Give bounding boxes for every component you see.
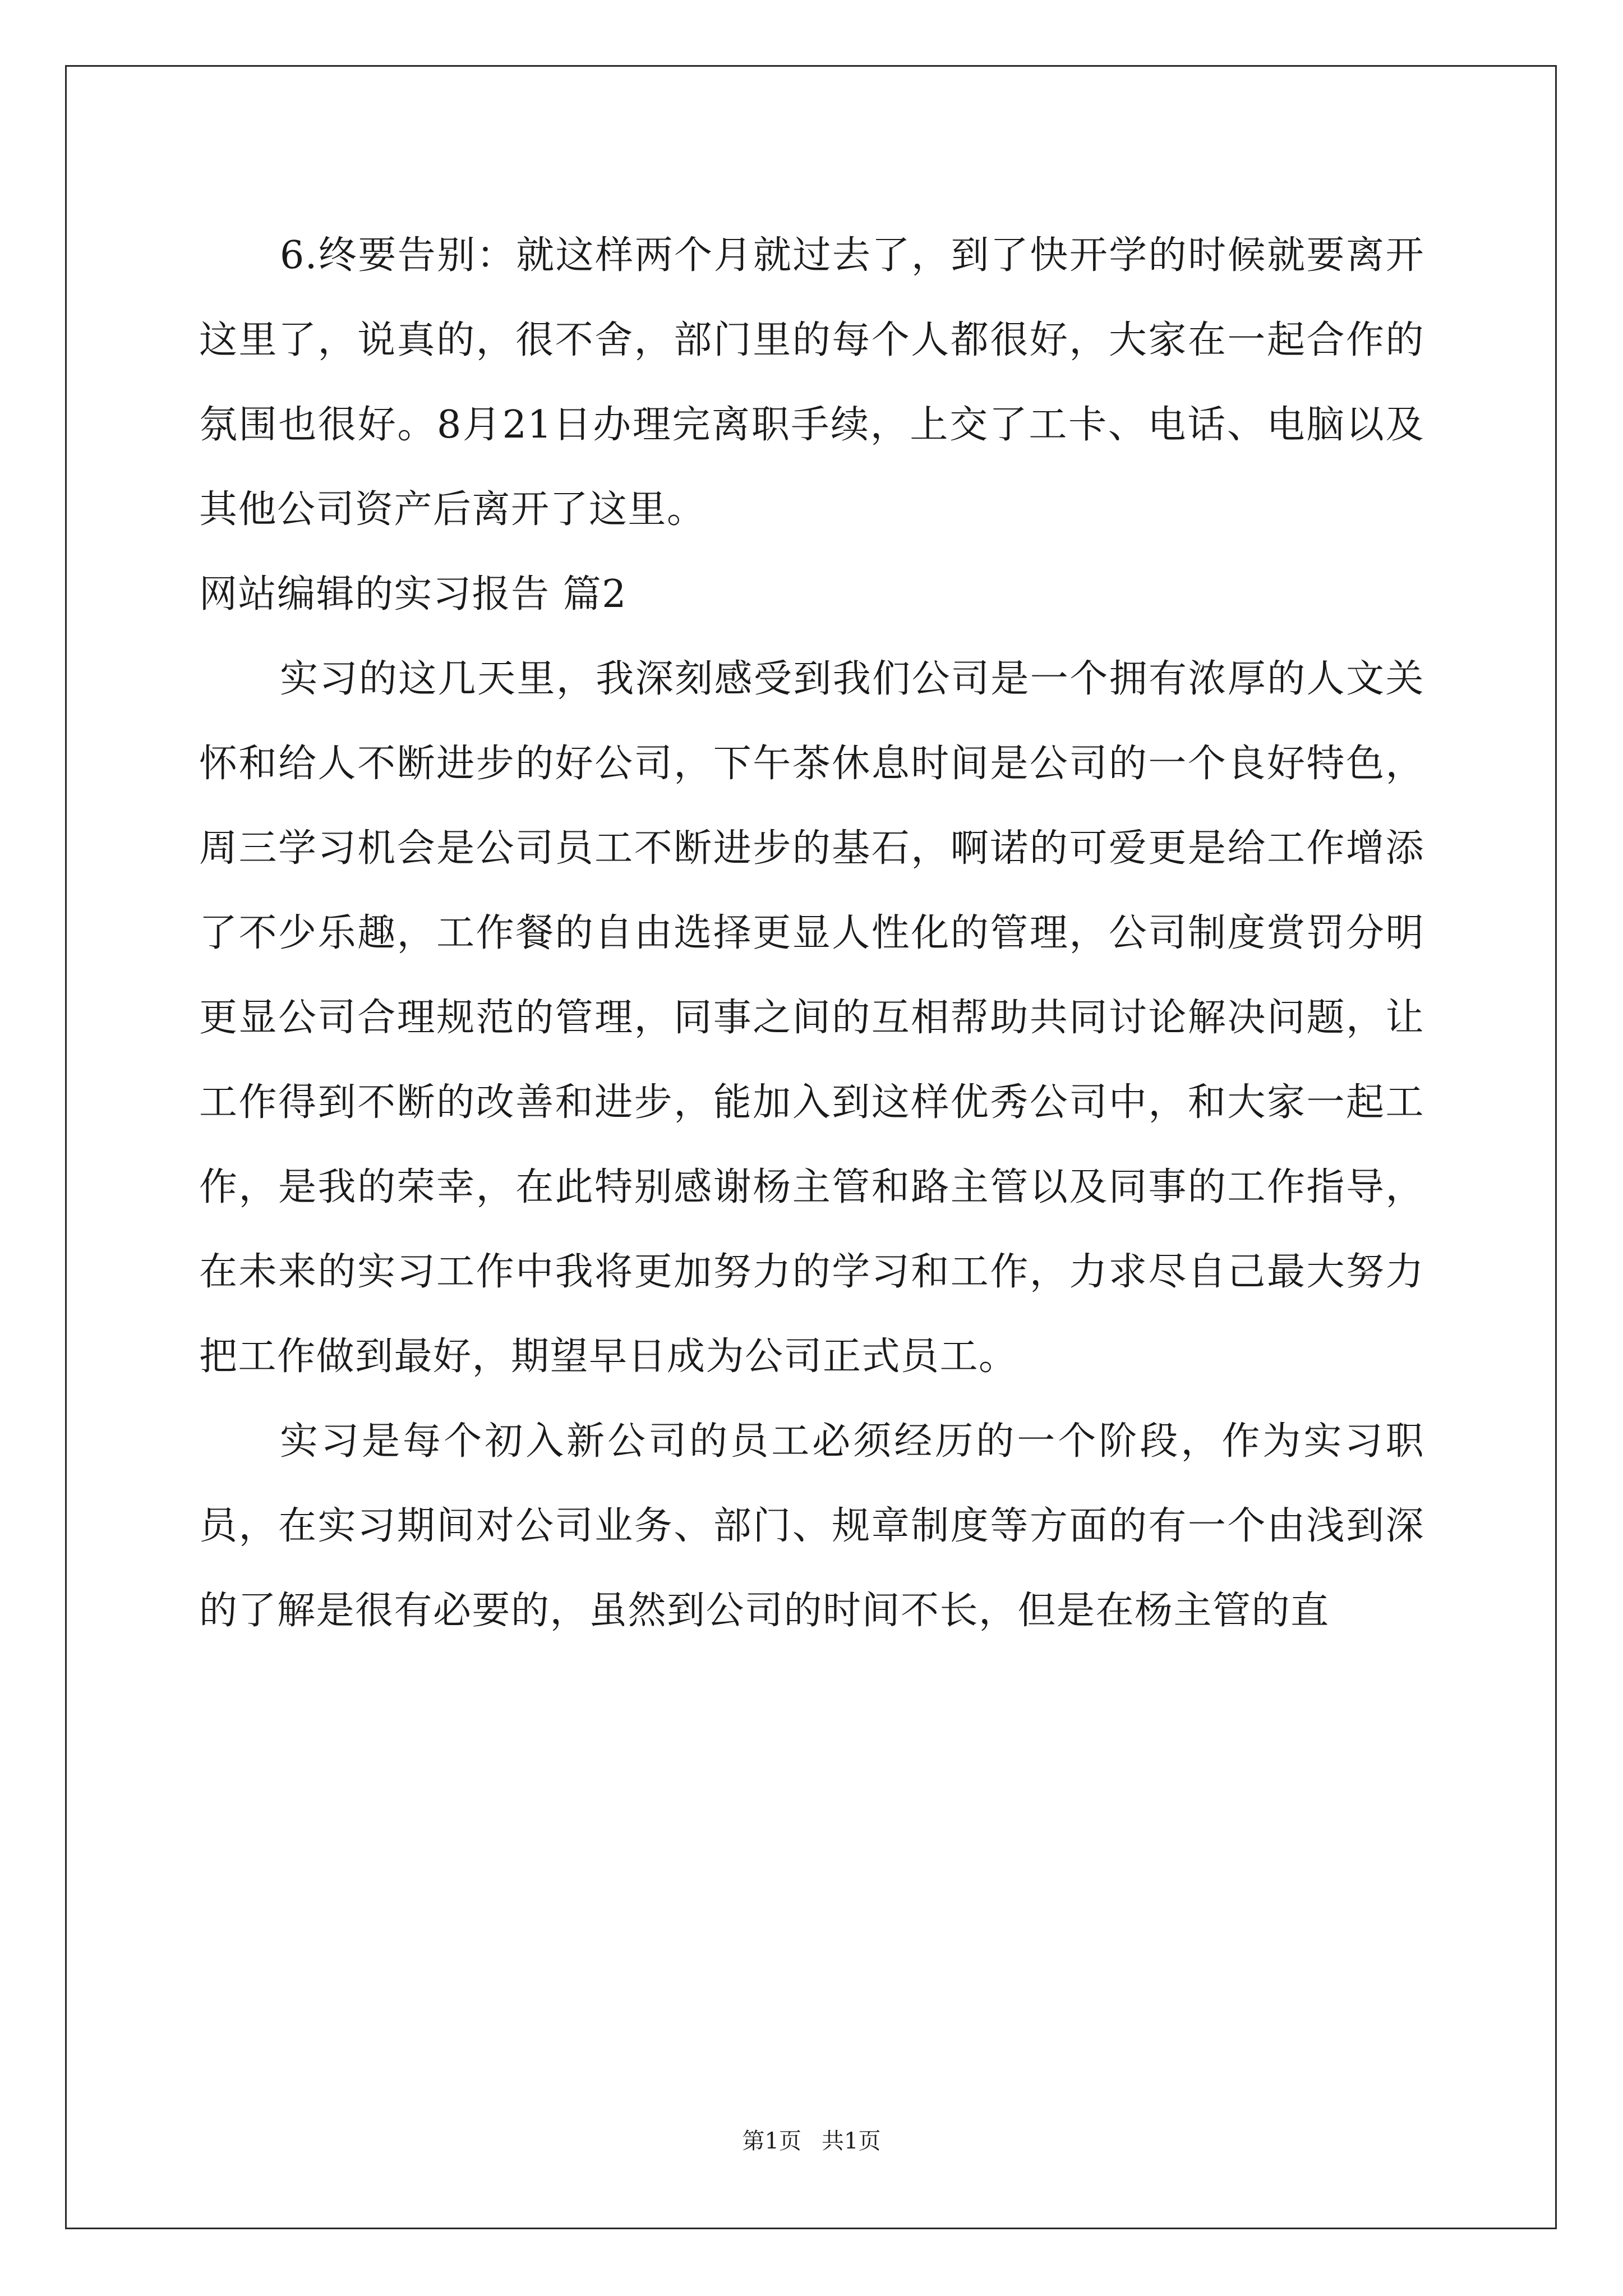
section-heading: 网站编辑的实习报告 篇2 [199, 572, 627, 616]
paragraph-internship-feelings: 实习的这几天里，我深刻感受到我们公司是一个拥有浓厚的人文关怀和给人不断进步的好公司，下午茶休息时间是公司的一个良好特色，周三学习机会是公司员工不断进步的基石，啊诺的可爱更是给工作增添了不少乐趣，工作餐的自由选择更显人性化的管理，公司制度赏罚分明更显公司合理规范的管理，同事之间的互相帮助共同讨论解决问题，让工作得到不断的改善和进步，能加入到这样优秀公司中，和大家一起工作，是我的荣幸，在此特别感谢杨主管和路主管以及同事的工作指导，在未来的实习工作中我将更加努力的学习和工作，力求尽自己最大努力把工作做到最好，期望早日成为公司正式员工。 [199, 657, 1424, 1379]
page-footer [0, 2127, 1623, 2155]
paragraph-internship-stage: 实习是每个初入新公司的员工必须经历的一个阶段，作为实习职员，在实习期间对公司业务、部门、规章制度等方面的有一个由浅到深的了解是很有必要的，虽然到公司的时间不长，但是在杨主管的直 [199, 1419, 1424, 1633]
page-total: 共1页 [822, 2128, 881, 2154]
page-number: 第1页 [742, 2128, 801, 2154]
document-body [199, 213, 1424, 1653]
paragraph-farewell: 6.终要告别：就这样两个月就过去了，到了快开学的时候就要离开这里了，说真的，很不舍，部门里的每个人都很好，大家在一起合作的氛围也很好。8月21日办理完离职手续，上交了工卡、电话、电脑以及其他公司资产后离开了这里。 [199, 233, 1424, 532]
